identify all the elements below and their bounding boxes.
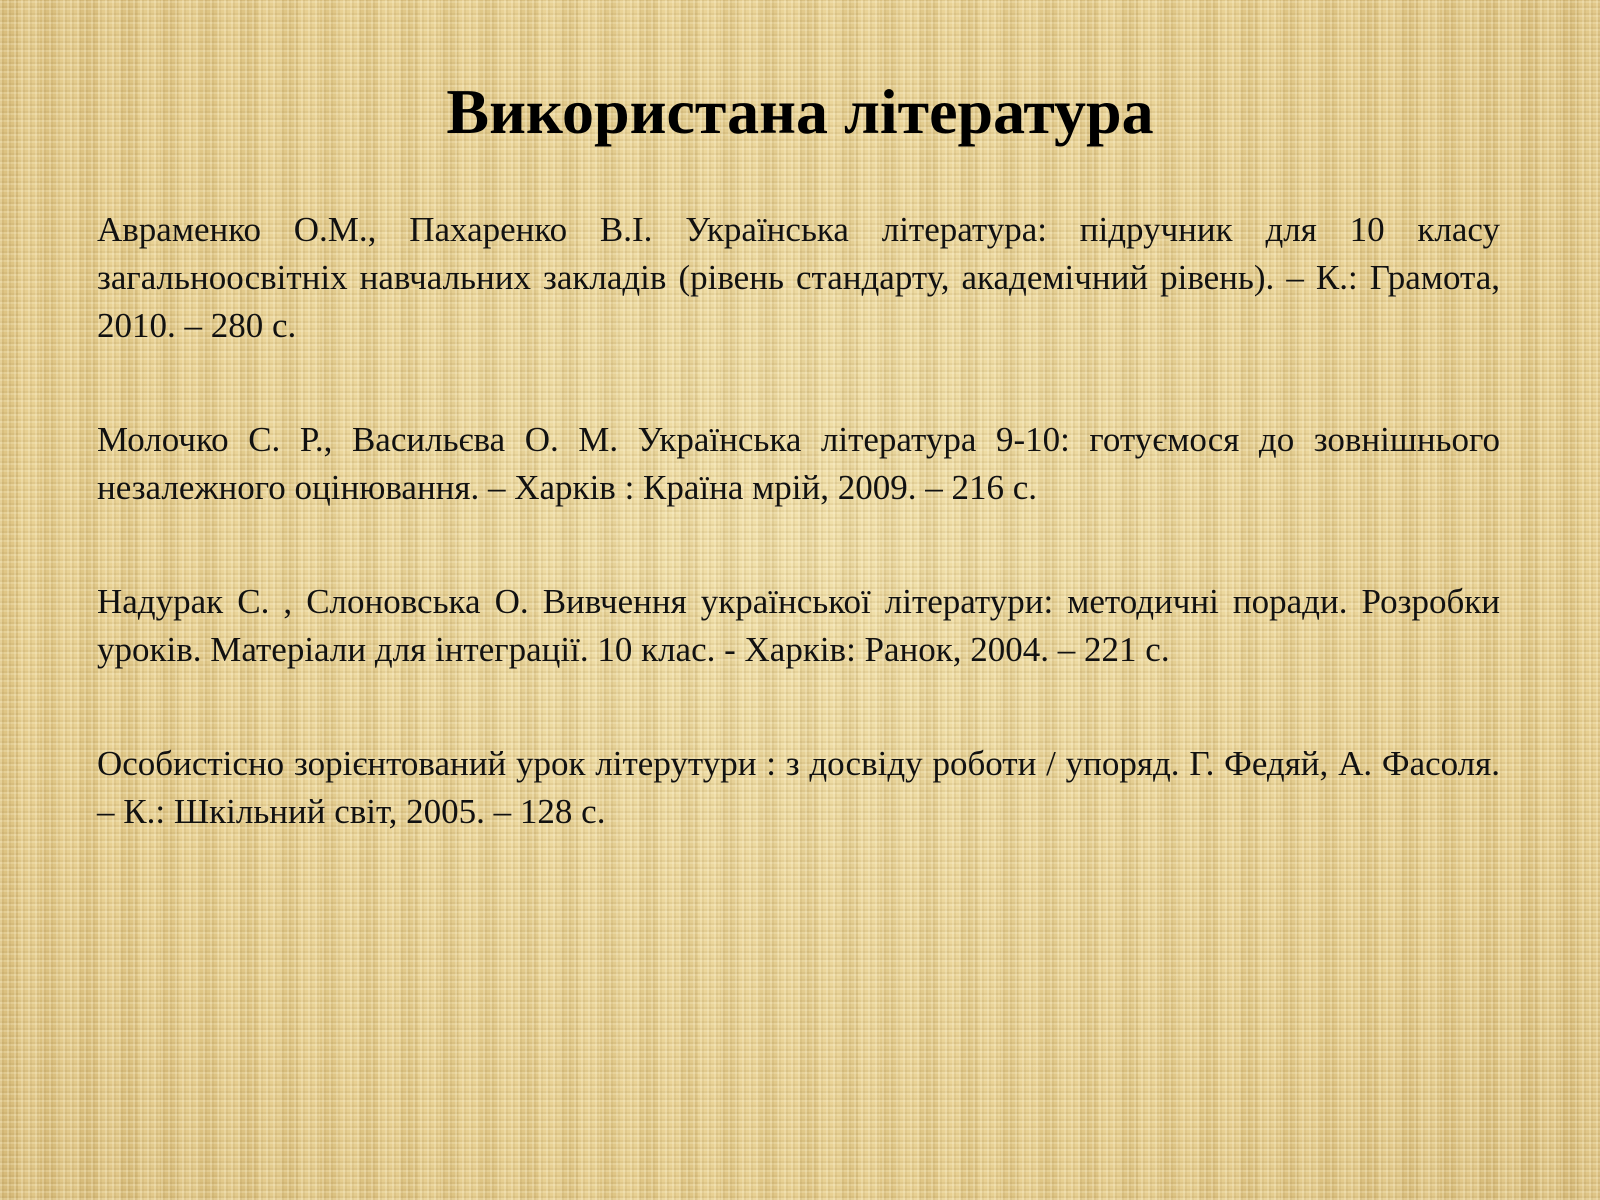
reference-item-4: Особистісно зорієнтований урок літерутури : з досвіду роботи / упоряд. Г. Федяй, А. Фасоля. – К.: Шкільний світ, 2005. – 128 с. (97, 744, 1500, 831)
reference-item-2: Молочко С. Р., Васильєва О. М. Українська література 9-10: готуємося до зовнішнього незалежного оцінювання. – Харків : Країна мрій, 2009. – 216 с. (97, 420, 1500, 507)
reference-item-1: Авраменко О.М., Пахаренко В.І. Українська література: підручник для 10 класу загальноосвітніх навчальних закладів (рівень стандарту, академічний рівень). – К.: Грамота, 2010. – 280 с. (97, 210, 1500, 345)
slide-title: Використана література (446, 76, 1154, 147)
reference-item-3: Надурак С. , Слоновська О. Вивчення української літератури: методичні поради. Розробки уроків. Матеріали для інтеграції. 10 клас. - Харків: Ранок, 2004. – 221 с. (97, 582, 1500, 669)
reference-list (97, 206, 1500, 902)
